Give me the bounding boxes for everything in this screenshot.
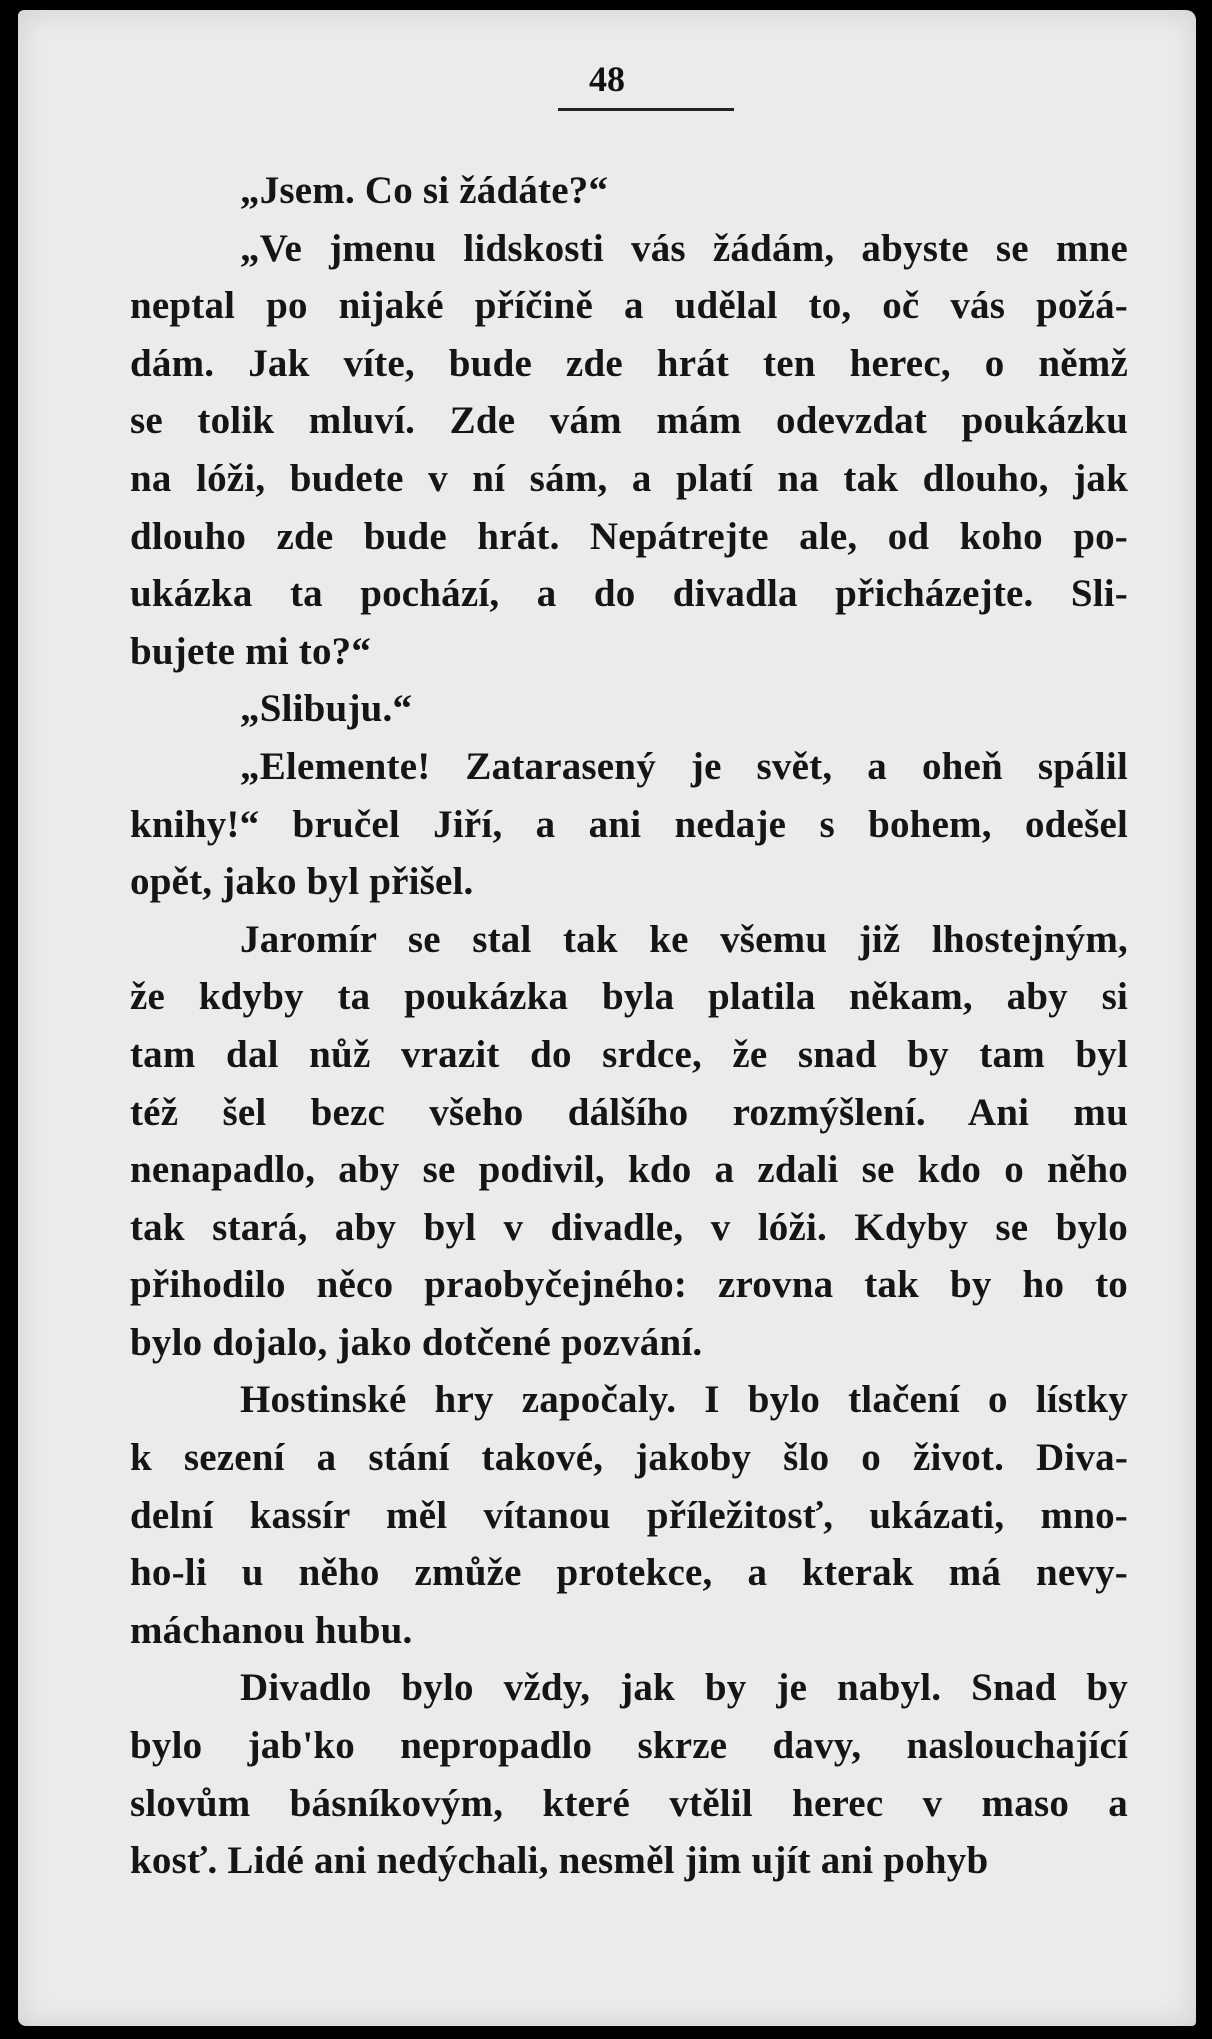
page-text [130, 162, 1128, 1890]
paragraph [130, 680, 1128, 738]
text-line: se tolik mluví. Zde vám mám odevzdat poukázku [130, 399, 1128, 443]
text-line: „Ve jmenu lidskosti vás žádám, abyste se mne [240, 226, 1128, 270]
paragraph [130, 738, 1128, 911]
text-line: „Jsem. Co si žádáte?“ [240, 169, 609, 212]
text-line: ho-li u něho zmůže protekce, a kterak má nevy- [130, 1551, 1128, 1595]
paragraph [130, 220, 1128, 681]
text-line: Jaromír se stal tak ke všemu již lhostejným, [240, 917, 1128, 961]
text-line: bylo jab'ko nepropadlo skrze davy, naslouchající [130, 1724, 1128, 1768]
paragraph [130, 1371, 1128, 1659]
text-line: bujete mi to?“ [130, 629, 372, 673]
text-line: ukázka ta pochází, a do divadla přicházejte. Sli- [130, 572, 1128, 616]
page-number: 48 [589, 59, 625, 99]
text-line: opět, jako byl přišel. [130, 860, 474, 904]
text-line: dám. Jak víte, bude zde hrát ten herec, o němž [130, 341, 1128, 385]
text-line: Hostinské hry započaly. I bylo tlačení o lístky [240, 1378, 1128, 1422]
text-line: tak stará, aby byl v divadle, v lóži. Kdyby se bylo [130, 1205, 1128, 1249]
header-rule [558, 108, 734, 111]
paragraph [130, 1659, 1128, 1889]
text-line: Divadlo bylo vždy, jak by je nabyl. Snad by [240, 1666, 1128, 1710]
text-line: k sezení a stání takové, jakoby šlo o život. Diva- [130, 1436, 1128, 1480]
text-line: slovům básníkovým, které vtělil herec v maso a [130, 1781, 1128, 1825]
text-line: neptal po nijaké příčině a udělal to, oč vás požá- [130, 284, 1128, 328]
paragraph [130, 911, 1128, 1372]
text-line: „Elemente! Zatarasený je svět, a oheň spálil [240, 744, 1128, 788]
text-line: nenapadlo, aby se podivil, kdo a zdali se kdo o něho [130, 1148, 1128, 1192]
text-line: bylo dojalo, jako dotčené pozvání. [130, 1320, 703, 1364]
text-line: „Slibuju.“ [240, 687, 413, 731]
text-line: delní kassír měl vítanou příležitosť, ukázati, mno- [130, 1493, 1128, 1537]
text-line: na lóži, budete v ní sám, a platí na tak dlouho, jak [130, 456, 1128, 500]
paragraph [130, 162, 1128, 220]
text-line: kosť. Lidé ani nedýchali, nesměl jim ujít ani pohyb [130, 1839, 989, 1883]
text-line: tam dal nůž vrazit do srdce, že snad by tam byl [130, 1032, 1128, 1076]
text-line: knihy!“ bručel Jiří, a ani nedaje s bohem, odešel [130, 802, 1128, 846]
book-page [18, 10, 1196, 2026]
text-line: máchanou hubu. [130, 1608, 413, 1652]
text-line: též šel bezc všeho dálšího rozmýšlení. Ani mu [130, 1090, 1128, 1134]
text-line: že kdyby ta poukázka byla platila někam, aby si [130, 975, 1128, 1019]
text-line: přihodilo něco praobyčejného: zrovna tak by ho to [130, 1263, 1128, 1307]
text-line: dlouho zde bude hrát. Nepátrejte ale, od koho po- [130, 514, 1128, 558]
